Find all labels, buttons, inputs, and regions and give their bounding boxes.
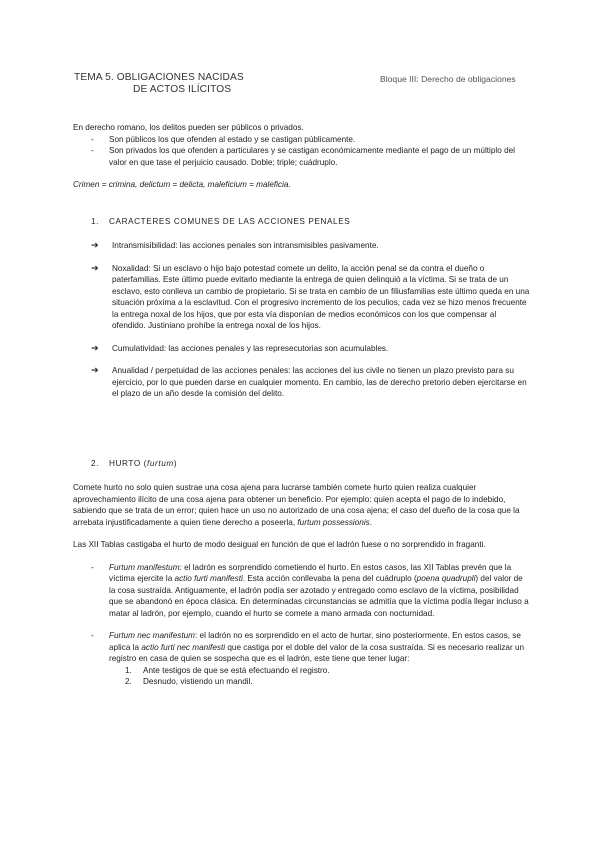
title-line-1: TEMA 5. OBLIGACIONES NACIDAS [74,72,244,83]
dash-marker: - [91,146,94,155]
term: poena quadrupli [416,574,476,583]
page-title [74,72,334,96]
section-1-heading [91,216,511,228]
arrow-icon: ➔ [91,342,99,353]
arrow-icon: ➔ [91,365,99,375]
list-item-text: Son públicos los que ofenden al estado y se castigan públicamente. [109,134,356,144]
list-item-text: Son privados los que ofenden a particulares y se castigan económicamente mediante el pago de un múltiplo del valor en que tase el perjuicio causado. Doble; triple; cuádruplo. [109,146,515,167]
term: Furtum manifestum: [109,562,182,572]
section-1-list [91,240,531,400]
list-item [91,240,531,252]
list-item-text: Noxalidad: Si un esclavo o hijo bajo potestad comete un delito, la acción penal se da contra el dueño o paterfamilias. Este último puede evitarlo mediante la entrega de quien delinquió a la víctima. Si se trata de un esclavo, esto conlleva un cambio de propietario. Si se trata en cambio de un filiusfamilias este último queda en una situación próxima a la esclavitud. Con el progresivo incremento de los peculios, cada vez se hizo menos frecuente la entrega noxal de los hijos, que por esta vía disponían de medios económicos con los que compensar al ofendido. Justiniano prohíbe la entrega noxal de los hijos. [112,263,530,330]
list-item-text: Ante testigos de que se está efectuando el registro. [143,665,330,675]
intro-section [73,122,531,191]
block-label: Bloque III: Derecho de obligaciones [380,74,516,84]
hurto-text: Comete hurto no solo quien sustrae una cosa ajena para lucrarse también comete hurto quien realiza cualquier aprovechamiento ilícito de una cosa ajena para obtener un beneficio. Por ejemplo: quien acepta el pago de lo indebido, sabiendo que se trata de un error; quien hace un uso no autorizado de una cosa ajena; el caso del dueño de la cosa que la arrebata injustificadamente a quien tiene derecho a poseerla, [73,483,520,527]
item-number: 2. [125,677,132,686]
term: actio furti manifesti [174,574,243,583]
arrow-icon: ➔ [91,240,99,250]
text: . Esta acción conllevaba la pena del cuádruplo ( [242,574,417,583]
hurto-text-end: . [369,517,373,527]
term: actio furti nec manifesti [141,642,226,652]
list-item-furtum-nec-manifestum [91,630,531,688]
dash-marker: - [91,134,94,144]
hurto-paragraph [73,482,531,528]
term: Furtum nec manifestum [109,631,195,640]
section-2-heading [91,458,511,470]
arrow-icon: ➔ [91,262,99,273]
section-2-body [73,482,531,688]
crimen-line: Crimen = crimina, delictum = delicta, maleficium = maleficia. [73,180,291,189]
registro-list [125,665,531,688]
text: ) del valor de la cosa sustraída. Antiguamente, el ladrón podía ser azotado y entregado como esclavo de la víctima, posibilidad que se abandonó en época clásica. En determinadas circunstancias se admitía que la víctima podía llegar incluso a matar al ladrón, por ejemplo, cuando el hurto se comete a mano armada con nocturnidad. [109,574,529,618]
list-item [125,676,531,688]
list-item [91,134,531,146]
dash-marker: - [91,562,94,572]
list-item-text: Cumulatividad: las acciones penales y las represecutorias son acumulables. [112,343,389,353]
text: que castiga por el doble del valor de la cosa sustraída. Si es necesario realizar un registro en casa de quien se sospecha que es el ladrón, este tiene que tener lugar: [109,642,525,663]
list-item-furtum-manifestum [91,562,531,620]
list-item [125,665,531,677]
intro-list [91,134,531,169]
item-number: 1. [125,665,132,675]
intro-text: En derecho romano, los delitos pueden ser públicos o privados. [73,123,304,132]
section-title-close: ) [173,459,178,468]
section-number: 2. [91,459,100,468]
list-item [91,343,531,355]
section-number: 1. [91,217,100,226]
list-item [91,365,531,400]
section-title: CARACTERES COMUNES DE LAS ACCIONES PENALES [109,217,351,226]
title-line-2: DE ACTOS ILÍCITOS [133,84,232,95]
list-item-text: Desnudo, vistiendo un mandil. [143,677,253,686]
list-item-text: Intransmisibilidad: las acciones penales son intransmisibles pasivamente. [112,241,379,250]
dash-marker: - [91,631,94,640]
list-item-text: Anualidad / perpetuidad de las acciones penales: las acciones del ius civile no tienen un plazo previsto para su ejercicio, por lo que pueden darse en cualquier momento. En cambio, las de derecho pretorio deben ejercitarse en el plazo de un año desde la comisión del delito. [112,366,527,398]
list-item [91,145,531,168]
section-title-italic: furtum [147,459,174,468]
text: el ladrón es sorprendido cometiendo el hurto. En estos casos, las XII Tablas prevén que la víctima ejercite la [109,562,512,583]
list-item [91,263,531,332]
hurto-italic-term: furtum possessionis [297,517,370,527]
section-title: HURTO ( [109,459,148,468]
tablas-paragraph: Las XII Tablas castigaba el hurto de modo desigual en función de que el ladrón fuese o no sorprendido in fraganti. [73,540,486,549]
text: : el ladrón no es sorprendido en el acto de hurtar, sino posteriormente. En estos casos, se aplica la [109,631,521,652]
